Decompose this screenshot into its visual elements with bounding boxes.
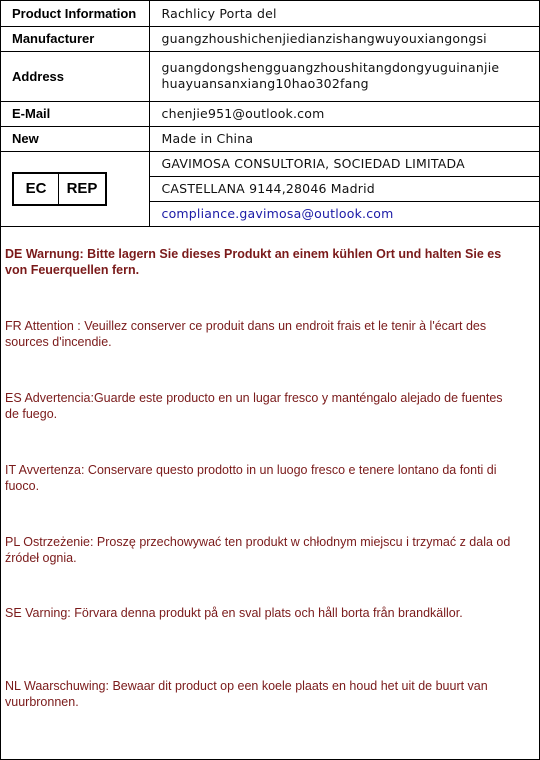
ec-rep-email-link[interactable]: compliance.gavimosa@outlook.com <box>149 201 539 226</box>
address-label: Address <box>1 51 149 101</box>
product-info-table <box>1 1 539 227</box>
warning-fr: FR Attention : Veuillez conserver ce produit dans un endroit frais et le tenir à l'écart des sources d'incendie. <box>5 319 487 349</box>
product-information-label: Product Information <box>1 1 149 26</box>
ec-rep-cell <box>1 151 149 226</box>
email-label: E-Mail <box>1 101 149 126</box>
manufacturer-label: Manufacturer <box>1 26 149 51</box>
ec-rep-symbol <box>12 172 107 206</box>
product-information-value: Rachlicy Porta del <box>149 1 539 26</box>
manufacturer-value: guangzhoushichenjiedianzishangwuyouxiangongsi <box>149 26 539 51</box>
ec-rep-address: CASTELLANA 9144,28046 Madrid <box>149 176 539 201</box>
table-row <box>1 101 539 126</box>
table-row <box>1 1 539 26</box>
warning-es: ES Advertencia:Guarde este producto en un lugar fresco y manténgalo alejado de fuentes de fuego. <box>5 391 503 421</box>
warning-pl: PL Ostrzeżenie: Proszę przechowywać ten produkt w chłodnym miejscu i trzymać z dala od źródeł ognia. <box>5 535 511 565</box>
table-row <box>1 26 539 51</box>
new-label: New <box>1 126 149 151</box>
table-row <box>1 151 539 176</box>
address-value <box>149 51 539 101</box>
warning-it: IT Avvertenza: Conservare questo prodotto in un luogo fresco e tenere lontano da fonti di fuoco. <box>5 463 497 493</box>
email-value: chenjie951@outlook.com <box>149 101 539 126</box>
warning-nl: NL Waarschuwing: Bewaar dit product op een koele plaats en houd het uit de buurt van vuurbronnen. <box>5 679 488 709</box>
ec-text: EC <box>14 174 59 204</box>
table-row <box>1 51 539 101</box>
address-line-2: huayuansanxiang10hao302fang <box>161 76 369 91</box>
address-line-1: guangdongshengguangzhoushitangdongyuguinanjie <box>161 60 500 75</box>
ec-rep-company: GAVIMOSA CONSULTORIA, SOCIEDAD LIMITADA <box>149 151 539 176</box>
warning-de: DE Warnung: Bitte lagern Sie dieses Produkt an einem kühlen Ort und halten Sie es von Feuerquellen fern. <box>5 247 502 277</box>
warning-se: SE Varning: Förvara denna produkt på en sval plats och håll borta från brandkällor. <box>5 606 463 620</box>
origin-value: Made in China <box>149 126 539 151</box>
table-row <box>1 126 539 151</box>
rep-text: REP <box>66 179 98 197</box>
